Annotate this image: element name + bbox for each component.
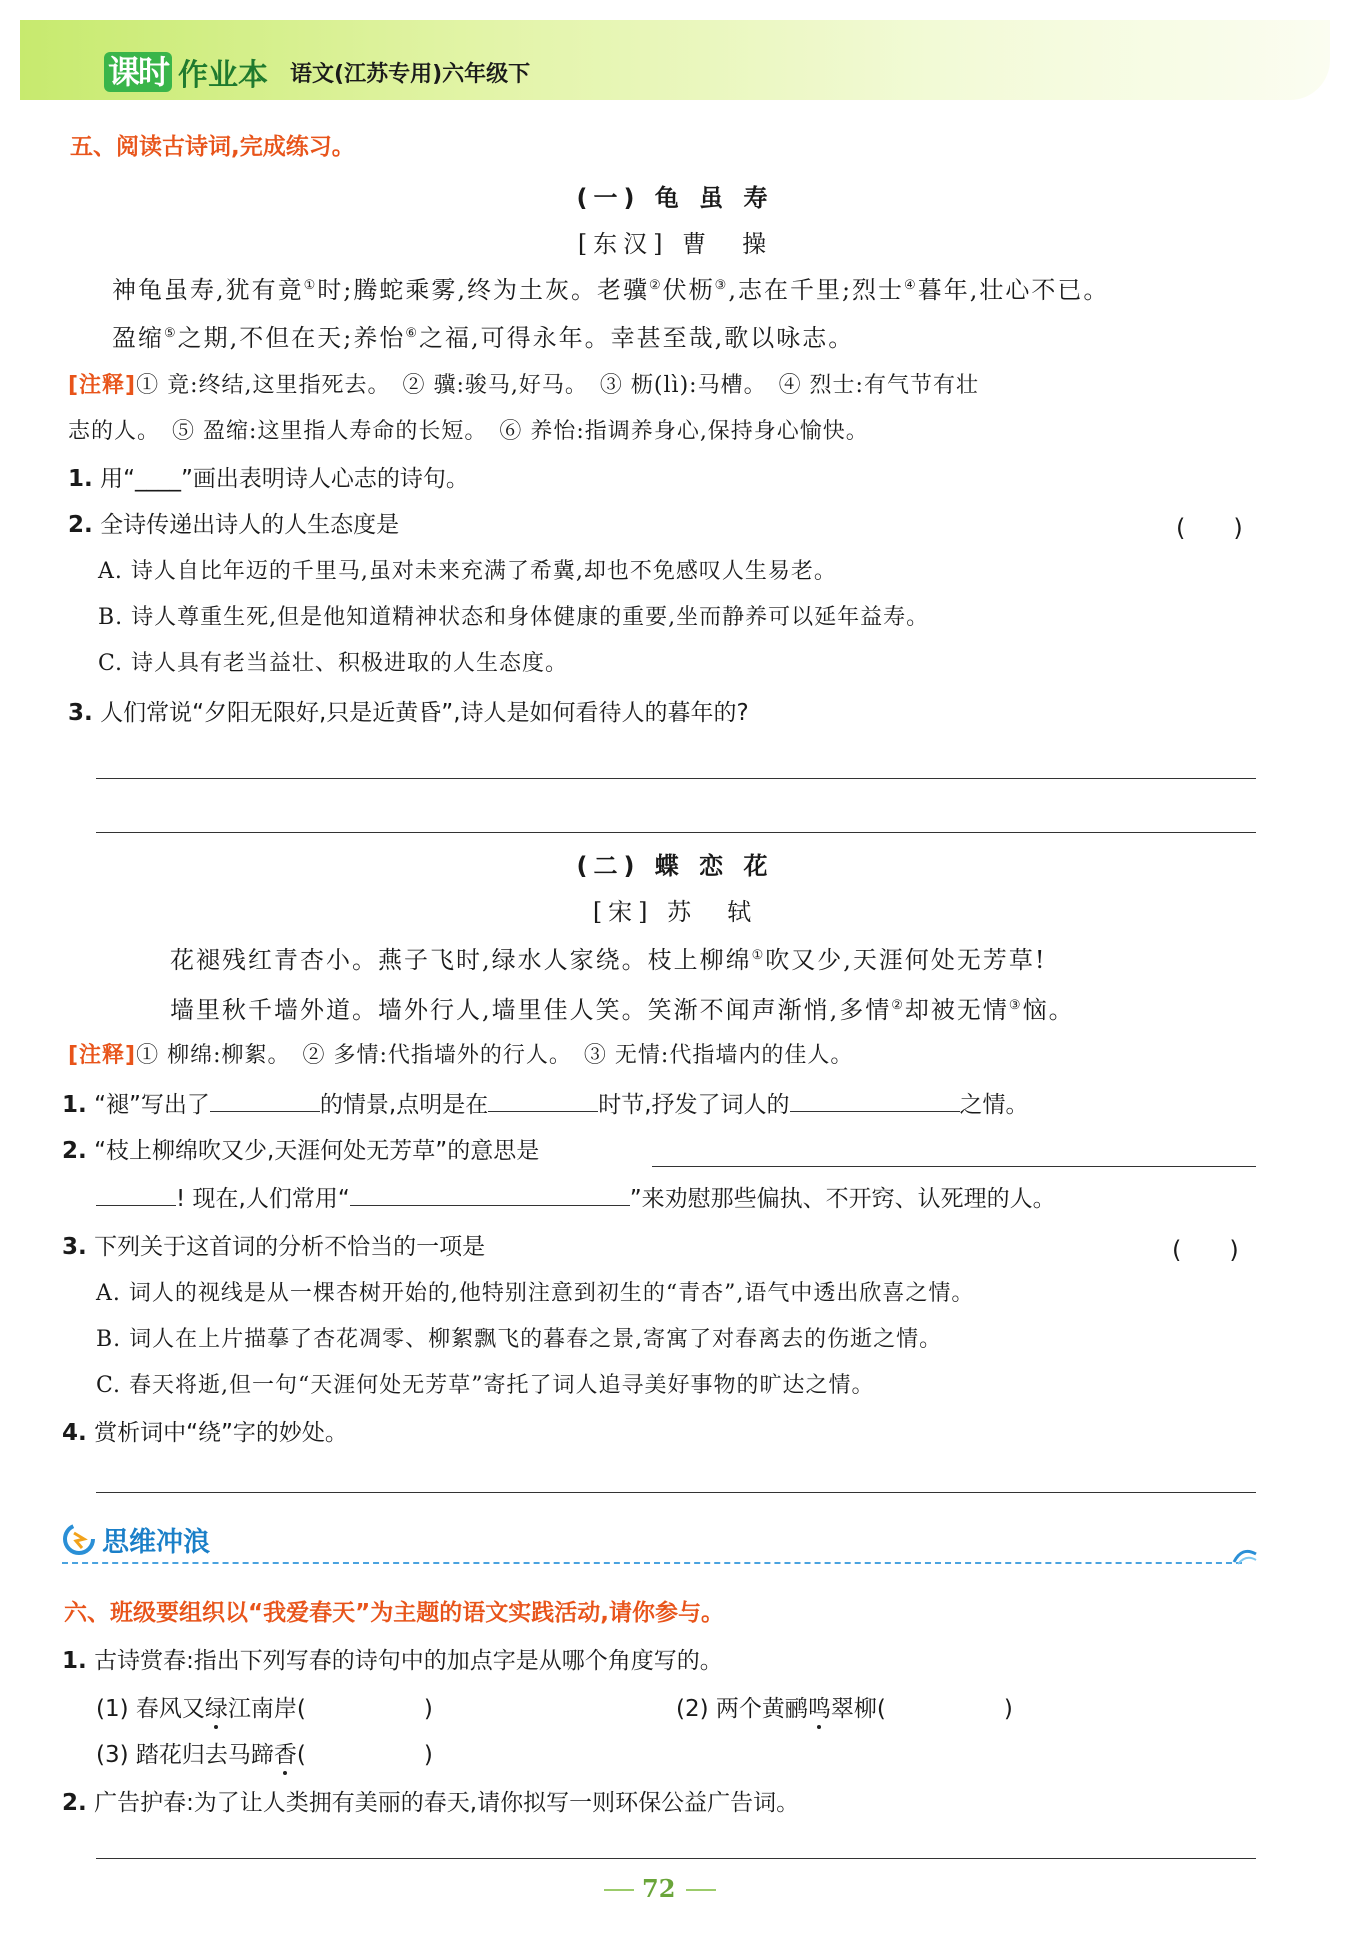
poem-2-author: [宋] 苏 轼 — [592, 898, 758, 926]
poem-2-title: (二) 蝶 恋 花 — [576, 852, 774, 880]
thinking-title: 思维冲浪 — [102, 1527, 210, 1558]
section-6-question-2: 2. 广告护春:为了让人类拥有美丽的春天,请你拟写一则环保公益广告词。 — [62, 1790, 800, 1816]
page-number-rule — [686, 1889, 716, 1891]
poem-2-line-1: 花褪残红青杏小。燕子飞时,绿水人家绕。枝上柳绵①吹又少,天涯何处无芳草! — [170, 946, 1047, 974]
poem-1-line-1: 神龟虽寿,犹有竟①时;腾蛇乘雾,终为土灰。老骥②伏枥③,志在千里;烈士④暮年,壮心不已。 — [112, 276, 1110, 304]
fill-blank[interactable] — [210, 1091, 320, 1112]
wave-icon — [1232, 1544, 1258, 1566]
poem-1-notes-line-2: 志的人。 ⑤ 盈缩:这里指人寿命的长短。 ⑥ 养怡:指调养身心,保持身心愉快。 — [68, 419, 869, 444]
page-number: 72 — [642, 1874, 676, 1903]
poem-2-question-4: 4. 赏析词中“绕”字的妙处。 — [62, 1420, 348, 1446]
poem-1-line-2: 盈缩⑤之期,不但在天;养怡⑥之福,可得永年。幸甚至哉,歌以咏志。 — [112, 324, 855, 352]
poem-1-question-1: 1. 用“____”画出表明诗人心志的诗句。 — [68, 466, 469, 492]
poem-item-1: (1) 春风又绿江南岸( ) — [96, 1690, 433, 1723]
fill-blank[interactable] — [488, 1091, 598, 1112]
poem-1-notes-line-1: [注释]① 竟:终结,这里指死去。 ② 骥:骏马,好马。 ③ 枥(lì):马槽。 ④ 烈士:有气节有壮 — [68, 373, 979, 398]
answer-bracket[interactable]: ( ) — [1172, 1236, 1239, 1264]
page-number-rule — [604, 1889, 634, 1891]
poem-2-question-3: 3. 下列关于这首词的分析不恰当的一项是 — [62, 1234, 486, 1260]
dotted-char: 鸣 — [808, 1690, 831, 1723]
answer-line[interactable] — [96, 778, 1256, 779]
answer-line[interactable] — [652, 1166, 1256, 1167]
poem-item-3: (3) 踏花归去马蹄香( ) — [96, 1736, 433, 1769]
poem-2-q3-option-a: A. 词人的视线是从一棵杏树开始的,他特别注意到初生的“青杏”,语气中透出欣喜之情。 — [96, 1281, 975, 1306]
poem-2-question-2-cont: ! 现在,人们常用“ ”来劝慰那些偏执、不开窍、认死理的人。 — [96, 1180, 1056, 1213]
dotted-char: 绿 — [205, 1690, 228, 1723]
poem-2-line-2: 墙里秋千墙外道。墙外行人,墙里佳人笑。笑渐不闻声渐悄,多情②却被无情③恼。 — [170, 996, 1075, 1024]
note-tag: [注释] — [68, 1043, 137, 1068]
poem-1-title: (一) 龟 虽 寿 — [576, 184, 774, 212]
poem-2-notes: [注释]① 柳绵:柳絮。 ② 多情:代指墙外的行人。 ③ 无情:代指墙内的佳人。 — [68, 1043, 854, 1068]
poem-1-question-3: 3. 人们常说“夕阳无限好,只是近黄昏”,诗人是如何看待人的暮年的? — [68, 700, 749, 726]
poem-item-2: (2) 两个黄鹂鸣翠柳( ) — [676, 1690, 1013, 1723]
poem-1-author: [东汉] 曹 操 — [577, 230, 773, 258]
poem-2-q3-option-c: C. 春天将逝,但一句“天涯何处无芳草”寄托了词人追寻美好事物的旷达之情。 — [96, 1373, 875, 1398]
poem-1-q2-option-a: A. 诗人自比年迈的千里马,虽对未来充满了希冀,却也不免感叹人生易老。 — [98, 559, 837, 584]
poem-2-question-1: 1. “褪”写出了 的情景,点明是在 时节,抒发了词人的 之情。 — [62, 1092, 1029, 1118]
dotted-char: 香 — [274, 1736, 297, 1769]
note-tag: [注释] — [68, 373, 137, 398]
fill-blank[interactable] — [96, 1185, 176, 1206]
answer-bracket[interactable]: ( ) — [1176, 514, 1243, 542]
section-6-heading: 六、班级要组织以“我爱春天”为主题的语文实践活动,请你参与。 — [64, 1600, 724, 1626]
answer-line[interactable] — [96, 1492, 1256, 1493]
section-5-heading: 五、阅读古诗词,完成练习。 — [70, 134, 355, 160]
poem-2-question-2: 2. “枝上柳绵吹又少,天涯何处无芳草”的意思是 — [62, 1138, 540, 1164]
logo-ke: 课时 — [104, 52, 172, 92]
poem-1-q2-option-b: B. 诗人尊重生死,但是他知道精神状态和身体健康的重要,坐而静养可以延年益寿。 — [98, 605, 930, 630]
poem-1-question-2: 2. 全诗传递出诗人的人生态度是 — [68, 512, 400, 538]
answer-line[interactable] — [96, 832, 1256, 833]
poem-2-q3-option-b: B. 词人在上片描摹了杏花凋零、柳絮飘飞的暮春之景,寄寓了对春离去的伤逝之情。 — [96, 1327, 943, 1352]
poem-1-q2-option-c: C. 诗人具有老当益壮、积极进取的人生态度。 — [98, 651, 569, 676]
answer-line[interactable] — [96, 1858, 1256, 1859]
fill-blank[interactable] — [790, 1091, 960, 1112]
book-subtitle: 语文(江苏专用)六年级下 — [290, 61, 531, 87]
section-6-question-1: 1. 古诗赏春:指出下列写春的诗句中的加点字是从哪个角度写的。 — [62, 1648, 723, 1674]
fill-blank[interactable] — [350, 1185, 630, 1206]
logo-text: 作业本 — [178, 58, 269, 93]
header — [104, 52, 530, 92]
thinking-logo-icon — [62, 1522, 96, 1556]
section-divider — [62, 1562, 1242, 1564]
